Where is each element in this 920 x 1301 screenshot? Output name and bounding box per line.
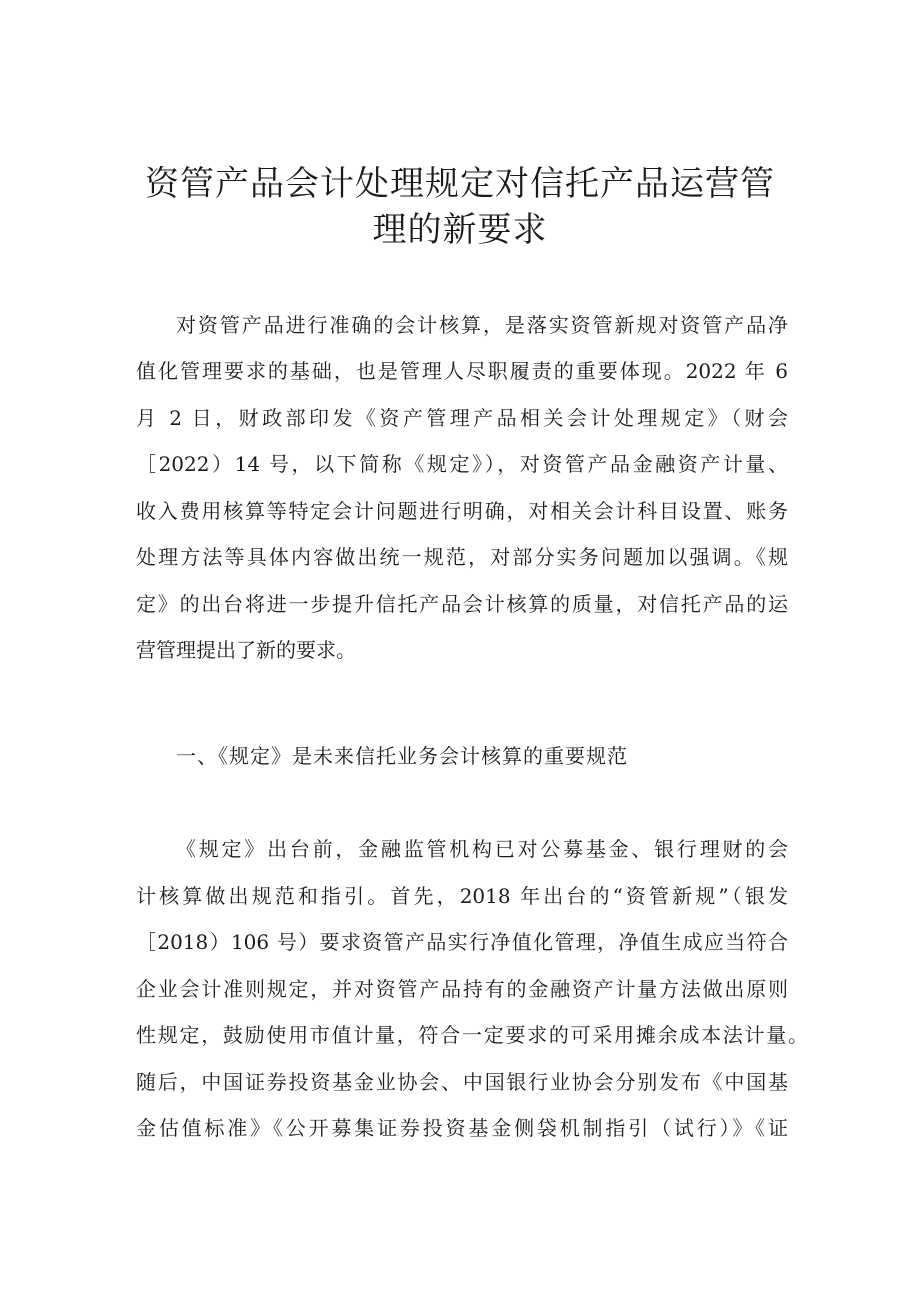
intro-line-7: 定》的出台将进一步提升信托产品会计核算的质量，对信托产品的运 (136, 592, 788, 616)
section-1-line-1: 《规定》出台前，金融监管机构已对公募基金、银行理财的会 (176, 837, 788, 861)
document-title-line-2: 理的新要求 (372, 210, 548, 250)
section-1-line-5: 性规定，鼓励使用市值计量，符合一定要求的可采用摊余成本法计量。 (136, 1023, 808, 1047)
intro-line-8: 营管理提出了新的要求。 (136, 638, 356, 662)
intro-line-5: 收入费用核算等特定会计问题进行明确，对相关会计科目设置、账务 (136, 499, 788, 523)
section-1-heading: 一、《规定》是未来信托业务会计核算的重要规范 (176, 744, 628, 768)
intro-line-1: 对资管产品进行准确的会计核算，是落实资管新规对资管产品净 (176, 313, 788, 337)
intro-line-6: 处理方法等具体内容做出统一规范，对部分实务问题加以强调。《规 (136, 545, 788, 569)
intro-line-3: 月 2 日，财政部印发《资产管理产品相关会计处理规定》（财会 (136, 406, 788, 430)
document-title-line-1: 资管产品会计处理规定对信托产品运营管 (145, 164, 775, 204)
section-1-line-7: 金估值标准》《公开募集证券投资基金侧袋机制指引（试行）》《证 (136, 1116, 788, 1140)
intro-line-4: ［2022）14 号，以下简称《规定》），对资管产品金融资产计量、 (136, 452, 788, 476)
intro-line-2: 值化管理要求的基础，也是管理人尽职履责的重要体现。2022 年 6 (136, 359, 788, 383)
section-1-line-2: 计核算做出规范和指引。首先，2018 年出台的“资管新规”（银发 (136, 884, 788, 908)
section-1-line-3: ［2018）106 号）要求资管产品实行净值化管理，净值生成应当符合 (136, 930, 788, 954)
section-1-line-4: 企业会计准则规定，并对资管产品持有的金融资产计量方法做出原则 (136, 977, 788, 1001)
section-1-line-6: 随后，中国证券投资基金业协会、中国银行业协会分别发布《中国基 (136, 1070, 788, 1094)
